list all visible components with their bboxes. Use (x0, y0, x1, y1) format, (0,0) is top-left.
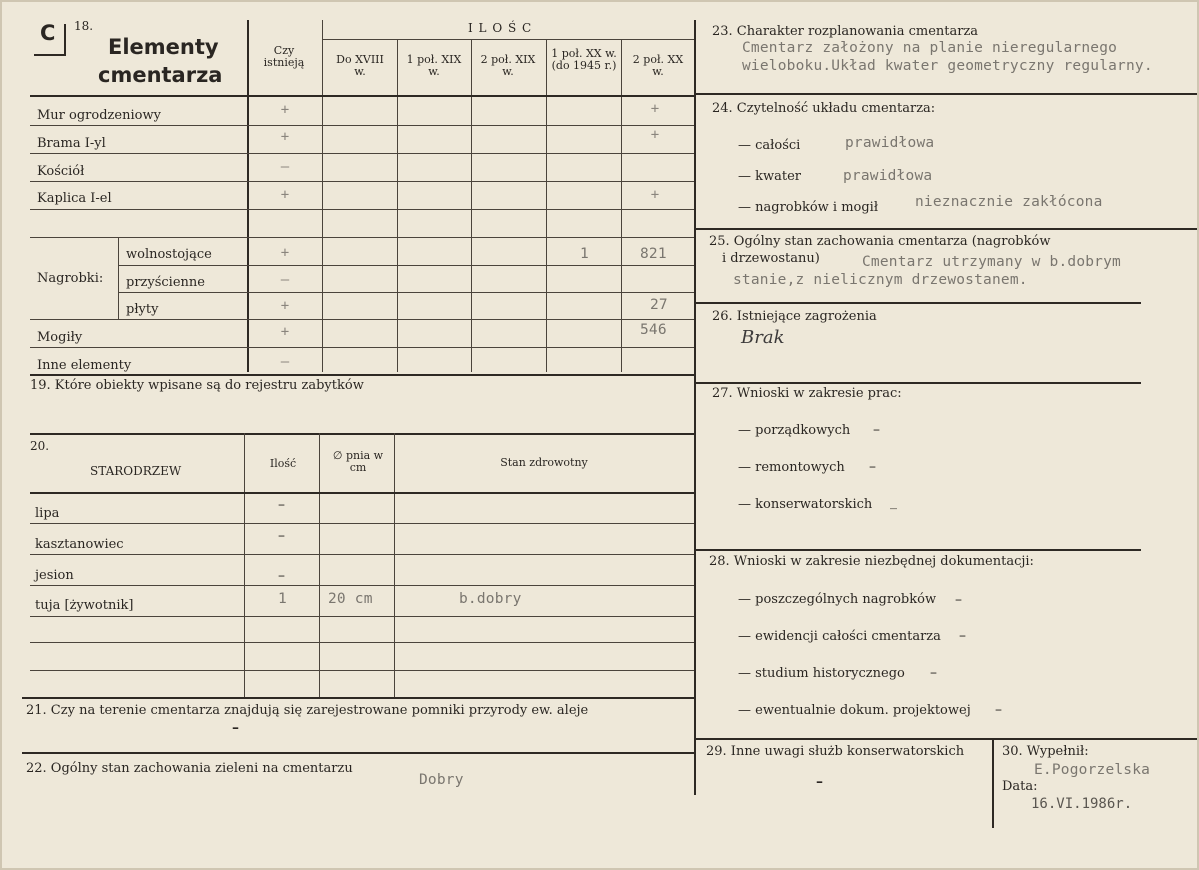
q22-label: 22. Ogólny stan zachowania zieleni na cmentarzu (26, 761, 353, 776)
xx1-count: 1 (580, 246, 589, 262)
tree-count: 1 (278, 591, 287, 607)
tree-label: lipa (35, 506, 60, 521)
col-header-exists: Czy istnieją (263, 44, 305, 69)
q24-item-label: — całości (738, 138, 801, 153)
xx2-mark: + (650, 101, 660, 117)
q30-label: 30. Wypełnił: (1002, 744, 1089, 759)
exists-mark: – (280, 354, 290, 370)
q26-label: 26. Istniejące zagrożenia (712, 309, 877, 324)
element-label: Brama I-yl (37, 136, 106, 151)
element-label: Inne elementy (37, 358, 132, 373)
q27-item-label: — konserwatorskich (738, 497, 873, 512)
q28-item-label: — ewidencji całości cmentarza (738, 629, 941, 644)
col-header-ilosc: I L O Ś C (468, 21, 533, 35)
exists-mark: + (280, 102, 290, 118)
exists-mark: + (280, 298, 290, 314)
q26-answer: Brak (741, 327, 785, 348)
exists-mark: + (280, 324, 290, 340)
q27-item-label: — remontowych (738, 460, 845, 475)
col-header-xx2: 2 poł. XX w. (632, 53, 684, 78)
q27-item-answer: _ (890, 494, 897, 510)
q23-line2: wieloboku.Układ kwater geometryczny regularny. (742, 58, 1153, 74)
q27-item-answer: – (869, 459, 876, 475)
q21-label: 21. Czy na terenie cmentarza znajdują się zarejestrowane pomniki przyrody ew. aleje (26, 703, 589, 718)
q24-item-value: prawidłowa (843, 168, 933, 184)
col-header-xviii: Do XVIII w. (336, 53, 384, 78)
col-header-pnia: ∅ pnia w cm (332, 449, 384, 474)
field-number-20: 20. (30, 439, 50, 453)
starodrzew-title: STARODRZEW (90, 464, 182, 478)
col-header-xx1: 1 poł. XX w. (do 1945 r.) (551, 47, 617, 72)
q24-label: 24. Czytelność układu cmentarza: (712, 101, 936, 116)
exists-mark: – (280, 272, 290, 288)
q21-answer: – (232, 720, 239, 736)
exists-mark: + (280, 187, 290, 203)
q27-item-label: — porządkowych (738, 423, 851, 438)
q30-date-label: Data: (1002, 779, 1038, 794)
q24-item-label: — kwater (738, 169, 802, 184)
nagrobki-label: Nagrobki: (37, 271, 104, 286)
field-number-18: 18. (74, 19, 94, 33)
q25-line2: stanie,z nielicznym drzewostanem. (733, 272, 1028, 288)
col-header-xix2: 2 poł. XIX w. (480, 53, 536, 78)
nagrobki-sub-label: przyścienne (126, 275, 205, 290)
q25-line1: Cmentarz utrzymany w b.dobrym (862, 254, 1121, 270)
element-label: Kaplica I-el (37, 191, 112, 206)
element-label: Mogiły (37, 330, 83, 345)
q23-line1: Cmentarz założony na planie nieregularnego (742, 40, 1118, 56)
tree-count: – (278, 528, 285, 544)
q28-item-label: — studium historycznego (738, 666, 905, 681)
element-label: Kościół (37, 164, 85, 179)
q28-item-answer: – (955, 592, 962, 608)
col-header-ilosc: Ilość (269, 457, 297, 470)
q24-item-label: — nagrobków i mogił (738, 200, 879, 215)
q23-label: 23. Charakter rozplanowania cmentarza (712, 24, 979, 39)
tree-label: tuja [żywotnik] (35, 598, 134, 613)
exists-mark: – (280, 159, 290, 175)
tree-diameter: 20 cm (328, 591, 373, 607)
q28-item-answer: – (930, 665, 937, 681)
q28-item-label: — poszczególnych nagrobków (738, 592, 937, 607)
xx2-count: 821 (640, 246, 667, 262)
col-header-stan: Stan zdrowotny (500, 456, 588, 469)
col-header-xix1: 1 poł. XIX w. (406, 53, 462, 78)
q27-item-answer: – (873, 422, 880, 438)
q30-name: E.Pogorzelska (1034, 762, 1151, 778)
xx2-mark: + (650, 127, 660, 143)
q25-label-line1: 25. Ogólny stan zachowania cmentarza (nagrobków (709, 234, 1051, 249)
q28-label: 28. Wnioski w zakresie niezbędnej dokumentacji: (709, 554, 1034, 569)
exists-mark: + (280, 129, 290, 145)
q19-label: 19. Które obiekty wpisane są do rejestru zabytków (30, 378, 364, 393)
nagrobki-sub-label: płyty (126, 302, 159, 317)
q29-answer: – (816, 774, 823, 790)
section-letter: C (40, 21, 56, 45)
exists-mark: + (280, 245, 290, 261)
q28-item-label: — ewentualnie dokum. projektowej (738, 703, 971, 718)
q24-item-value: prawidłowa (845, 135, 935, 151)
xx2-count: 27 (650, 297, 668, 313)
tree-health: b.dobry (459, 591, 522, 607)
q28-item-answer: – (959, 628, 966, 644)
nagrobki-sub-label: wolnostojące (126, 247, 212, 262)
tree-label: jesion (35, 568, 74, 583)
tree-count: – (278, 497, 285, 513)
q29-label: 29. Inne uwagi służb konserwatorskich (706, 744, 965, 759)
section-title-line1: Elementy (108, 35, 219, 59)
q27-label: 27. Wnioski w zakresie prac: (712, 386, 902, 401)
tree-label: kasztanowiec (35, 537, 124, 552)
q22-answer: Dobry (419, 772, 464, 788)
tree-count: – (278, 568, 285, 584)
section-title-line2: cmentarza (98, 63, 223, 87)
q28-item-answer: – (995, 702, 1002, 718)
xx2-count: 546 (640, 322, 667, 338)
q30-date: 16.VI.1986r. (1031, 796, 1133, 812)
xx2-mark: + (650, 187, 660, 203)
element-label: Mur ogrodzeniowy (37, 108, 161, 123)
q25-label-line2: i drzewostanu) (722, 251, 820, 266)
q24-item-value: nieznacznie zakłócona (915, 194, 1103, 210)
